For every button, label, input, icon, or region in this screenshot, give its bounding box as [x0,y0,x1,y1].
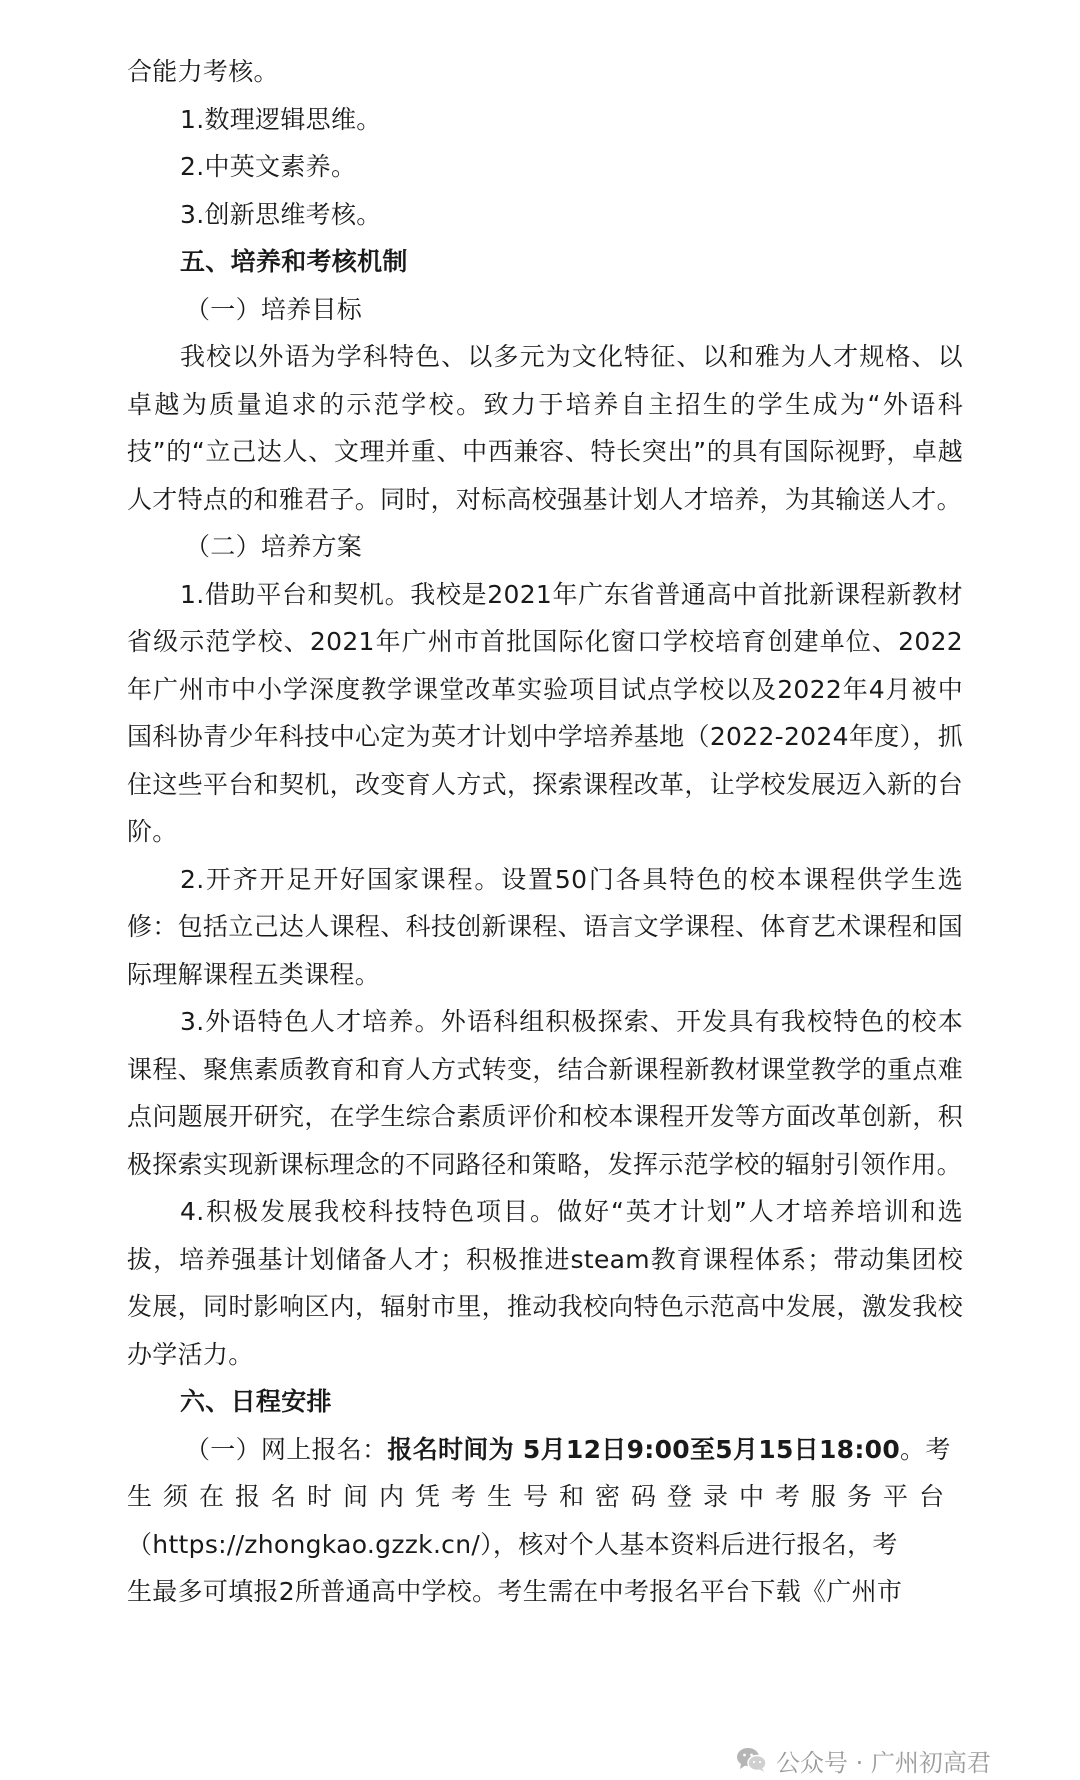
text-line: 生须在报名时间内凭考生号和密码登录中考服务平台 [127,1482,956,1511]
watermark-text: 公众号 · 广州初高君 [776,1748,991,1777]
paragraph: 3.外语特色人才培养。外语科组积极探索、开发具有我校特色的校本课程、聚焦素质教育和育人方式转变，结合新课程新教材课堂教学的重点难点问题展开研究，在学生综合素质评价和校本课程开发等方面改革创新，积极探索实现新课标理念的不同路径和策略，发挥示范学校的辐射引领作用。 [127,1007,963,1179]
section-heading: 五、培养和考核机制 [180,247,408,276]
paragraph: 我校以外语为学科特色、以多元为文化特征、以和雅为人才规格、以卓越为质量追求的示范学校。致力于培养自主招生的学生成为“外语科技”的“立己达人、文理并重、中西兼容、特长突出”的具有国际视野，卓越人才特点的和雅君子。同时，对标高校强基计划人才培养，为其输送人才。 [127,342,963,514]
paragraph: 1.借助平台和契机。我校是2021年广东省普通高中首批新课程新教材省级示范学校、2021年广州市首批国际化窗口学校培育创建单位、2022年广州市中小学深度教学课堂改革实验项目试点学校以及2022年4月被中国科协青少年科技中心定为英才计划中学培养基地（2022-2024年度），抓住这些平台和契机，改变育人方式，探索课程改革，让学校发展迈入新的台阶。 [127,579,963,846]
list-item: 2.中英文素养。 [180,152,357,181]
text-line: 生最多可填报2所普通高中学校。考生需在中考报名平台下载《广州市 [127,1577,903,1606]
registration-line [127,1426,963,1474]
list-item: 1.数理逻辑思维。 [180,104,382,134]
text-line: （https://zhongkao.gzzk.cn/），核对个人基本资料后进行报名，考 [127,1529,898,1559]
registration-text: 。考 [900,1434,951,1464]
paragraph: 2.开齐开足开好国家课程。设置50门各具特色的校本课程供学生选修：包括立己达人课程、科技创新课程、语言文学课程、体育艺术课程和国际理解课程五类课程。 [127,864,963,989]
subsection-heading: （二）培养方案 [185,532,363,561]
subsection-heading: （一）培养目标 [185,294,363,324]
text-line: 合能力考核。 [127,57,279,86]
wechat-icon [736,1746,768,1774]
paragraph: 4.积极发展我校科技特色项目。做好“英才计划”人才培养培训和选拔，培养强基计划储备人才；积极推进steam教育课程体系；带动集团校发展，同时影响区内，辐射市里，推动我校向特色示范高中发展，激发我校办学活力。 [127,1197,963,1369]
section-heading: 六、日程安排 [180,1387,332,1416]
list-item: 3.创新思维考核。 [180,199,382,229]
watermark [736,1743,991,1777]
registration-time: 报名时间为 5月12日9:00至5月15日18:00 [387,1434,901,1464]
registration-label: （一）网上报名： [185,1434,388,1464]
document-body [127,48,963,1616]
